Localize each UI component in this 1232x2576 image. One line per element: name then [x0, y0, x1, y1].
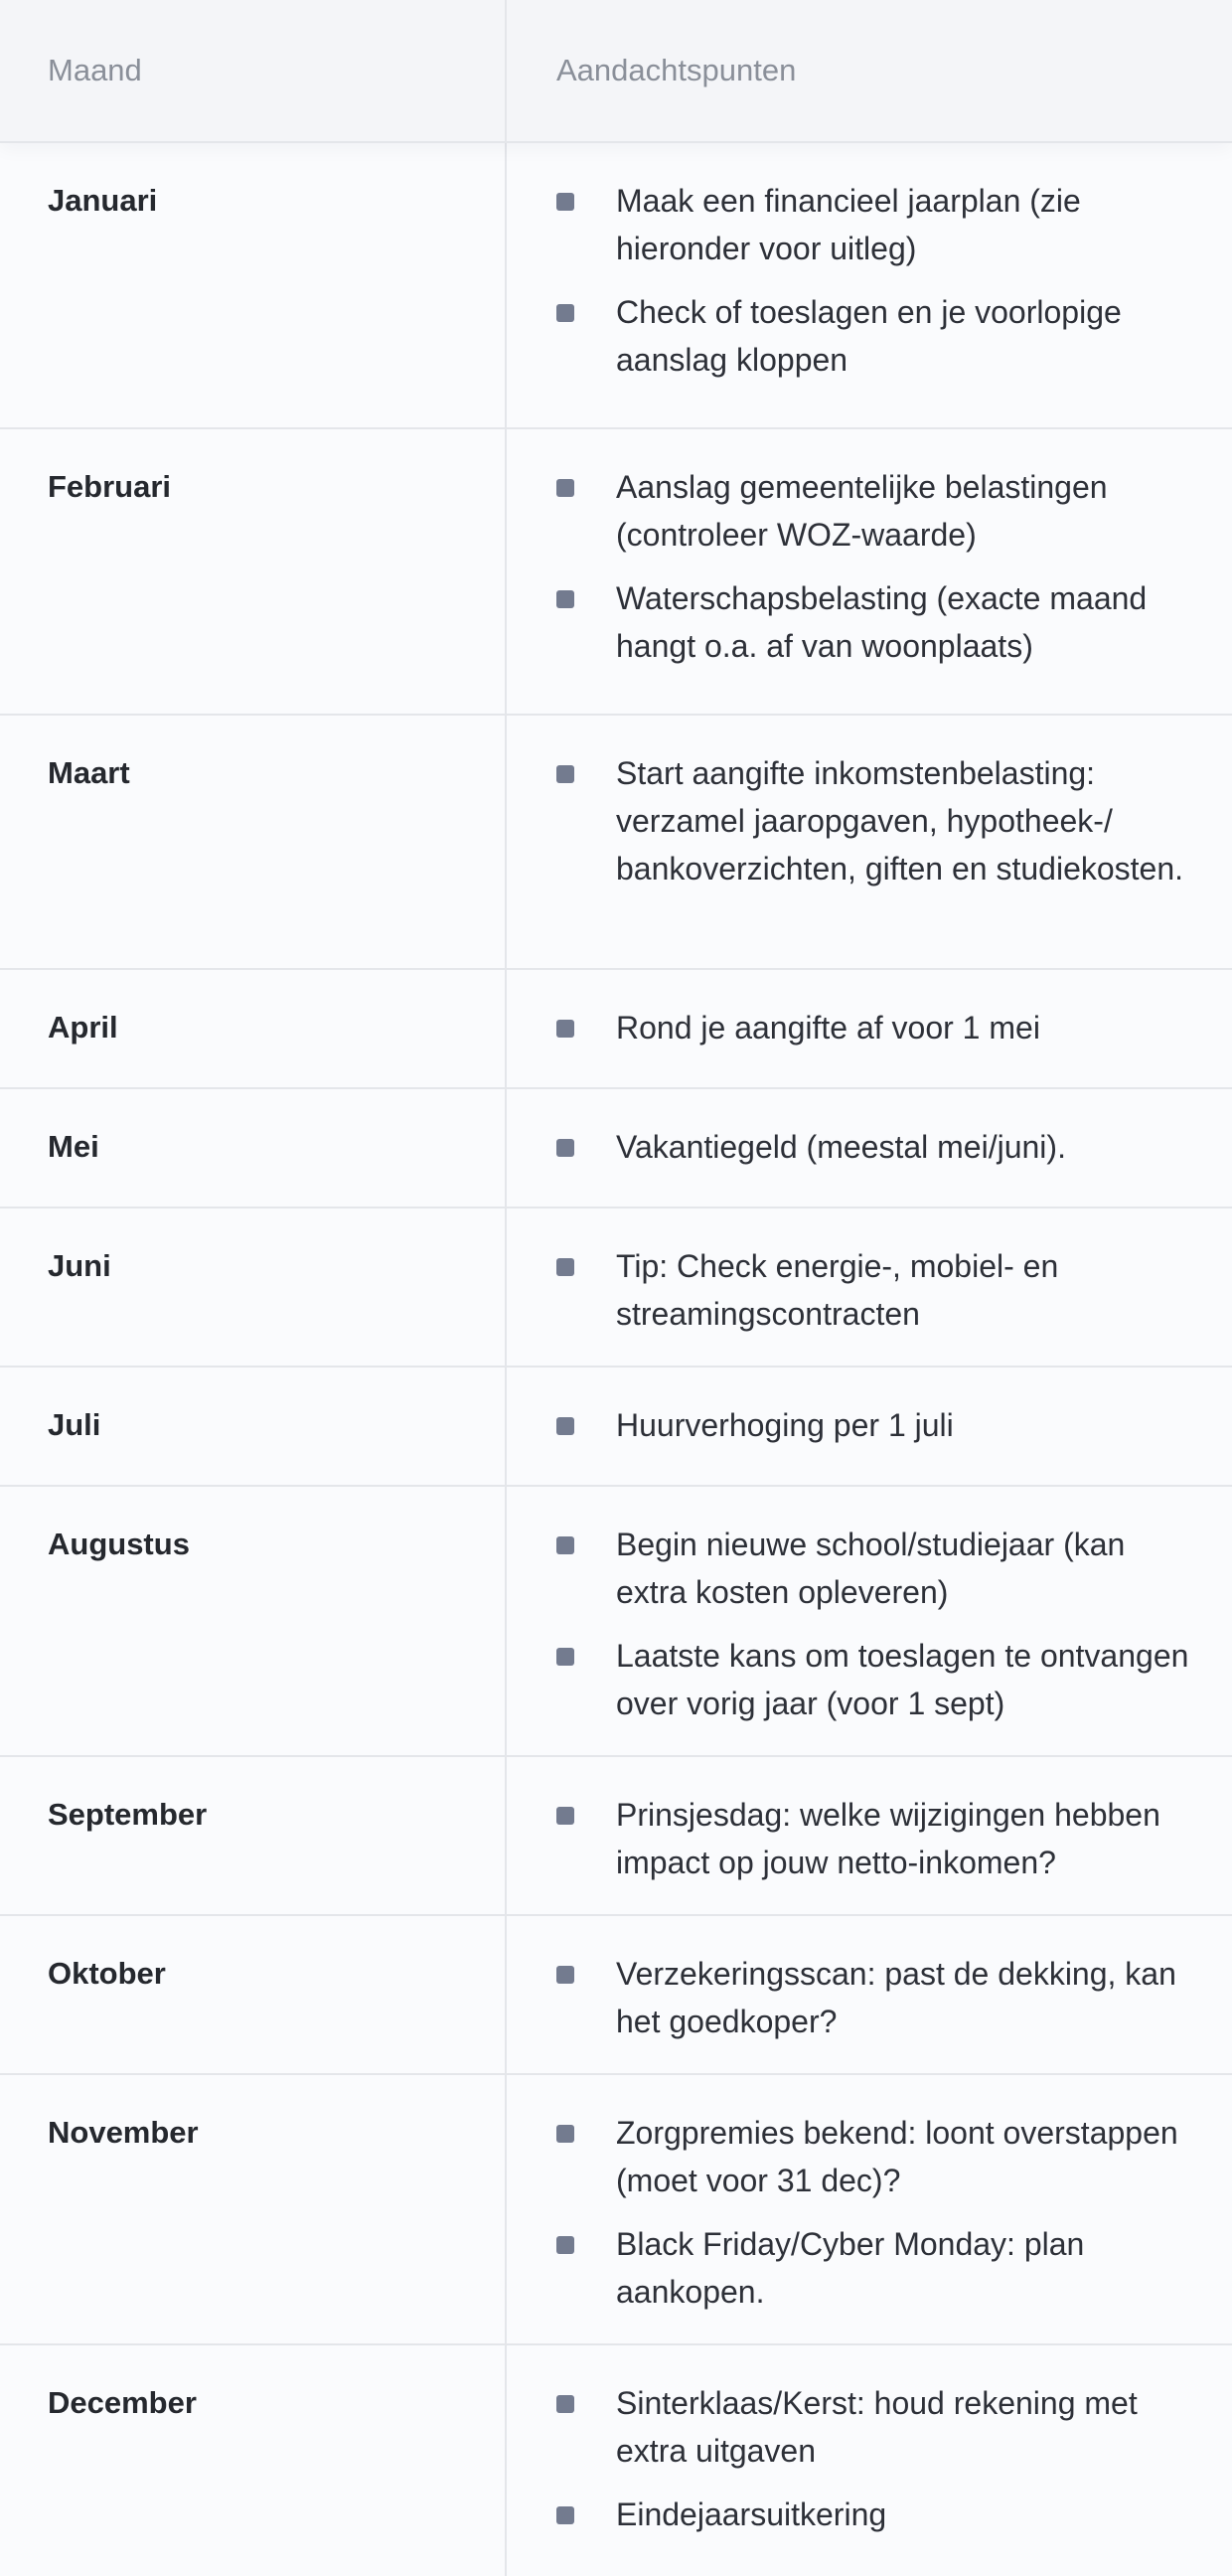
- table-row: [0, 1757, 1232, 1916]
- list-item: Laatste kans om toeslagen te ontvangen over vorig jaar (voor 1 sept): [556, 1632, 1192, 1727]
- list-item: Eindejaarsuitkering: [556, 2491, 1192, 2538]
- list-item: Rond je aangifte af voor 1 mei: [556, 1004, 1192, 1051]
- header-month: Maand: [0, 0, 507, 141]
- list-item: Sinterklaas/Kerst: houd rekening met extra uitgaven: [556, 2379, 1192, 2475]
- bullet-icon: [556, 1417, 574, 1435]
- table-row: [0, 1368, 1232, 1487]
- month-name: Februari: [48, 469, 172, 504]
- bullet-icon: [556, 590, 574, 608]
- month-name: April: [48, 1010, 118, 1045]
- list-item: Begin nieuwe school/studiejaar (kan extra kosten opleveren): [556, 1521, 1192, 1616]
- bullet-icon: [556, 304, 574, 322]
- table-row: [0, 1487, 1232, 1757]
- list-item: Maak een financieel jaarplan (zie hieronder voor uitleg): [556, 177, 1192, 272]
- table-row: [0, 1208, 1232, 1368]
- list-item: Verzekeringsscan: past de dekking, kan het goedkoper?: [556, 1950, 1192, 2045]
- list-item: Start aangifte inkomstenbelasting: verzamel jaaropgaven, hypotheek-/ bankoverzichten, giften en studiekosten.: [556, 749, 1192, 892]
- list-item: Huurverhoging per 1 juli: [556, 1401, 1192, 1449]
- table-row: [0, 716, 1232, 970]
- list-item: Prinsjesdag: welke wijzigingen hebben impact op jouw netto-inkomen?: [556, 1791, 1192, 1886]
- month-name: Januari: [48, 183, 158, 218]
- table-row: [0, 429, 1232, 716]
- month-name: December: [48, 2385, 197, 2420]
- list-item: Tip: Check energie-, mobiel- en streamingscontracten: [556, 1242, 1192, 1338]
- month-name: Augustus: [48, 1527, 190, 1561]
- bullet-icon: [556, 765, 574, 783]
- bullet-icon: [556, 193, 574, 211]
- list-item: Black Friday/Cyber Monday: plan aankopen.: [556, 2220, 1192, 2316]
- bullet-icon: [556, 1966, 574, 1984]
- bullet-icon: [556, 2395, 574, 2413]
- month-name: September: [48, 1797, 208, 1832]
- bullet-icon: [556, 1648, 574, 1666]
- month-name: November: [48, 2115, 199, 2150]
- table-row: [0, 143, 1232, 429]
- list-item: Vakantiegeld (meestal mei/juni).: [556, 1123, 1192, 1171]
- table-header: [0, 0, 1232, 143]
- month-name: Juni: [48, 1248, 111, 1283]
- bullet-icon: [556, 2236, 574, 2254]
- table-row: [0, 1089, 1232, 1208]
- bullet-icon: [556, 2125, 574, 2143]
- month-name: Oktober: [48, 1956, 166, 1991]
- bullet-icon: [556, 2506, 574, 2524]
- month-name: Mei: [48, 1129, 99, 1164]
- bullet-icon: [556, 479, 574, 497]
- list-item: Aanslag gemeentelijke belastingen (controleer WOZ-waarde): [556, 463, 1192, 559]
- list-item: Check of toeslagen en je voorlopige aanslag kloppen: [556, 288, 1192, 384]
- bullet-icon: [556, 1139, 574, 1157]
- table-row: [0, 970, 1232, 1089]
- bullet-icon: [556, 1536, 574, 1554]
- bullet-icon: [556, 1258, 574, 1276]
- header-notes: Aandachtspunten: [556, 53, 797, 87]
- table-row: [0, 1916, 1232, 2075]
- month-name: Juli: [48, 1407, 101, 1442]
- bullet-icon: [556, 1807, 574, 1825]
- table-row: [0, 2345, 1232, 2576]
- bullet-icon: [556, 1020, 574, 1038]
- table-row: [0, 2075, 1232, 2345]
- month-name: Maart: [48, 755, 130, 790]
- list-item: Waterschapsbelasting (exacte maand hangt o.a. af van woonplaats): [556, 574, 1192, 670]
- list-item: Zorgpremies bekend: loont overstappen (moet voor 31 dec)?: [556, 2109, 1192, 2204]
